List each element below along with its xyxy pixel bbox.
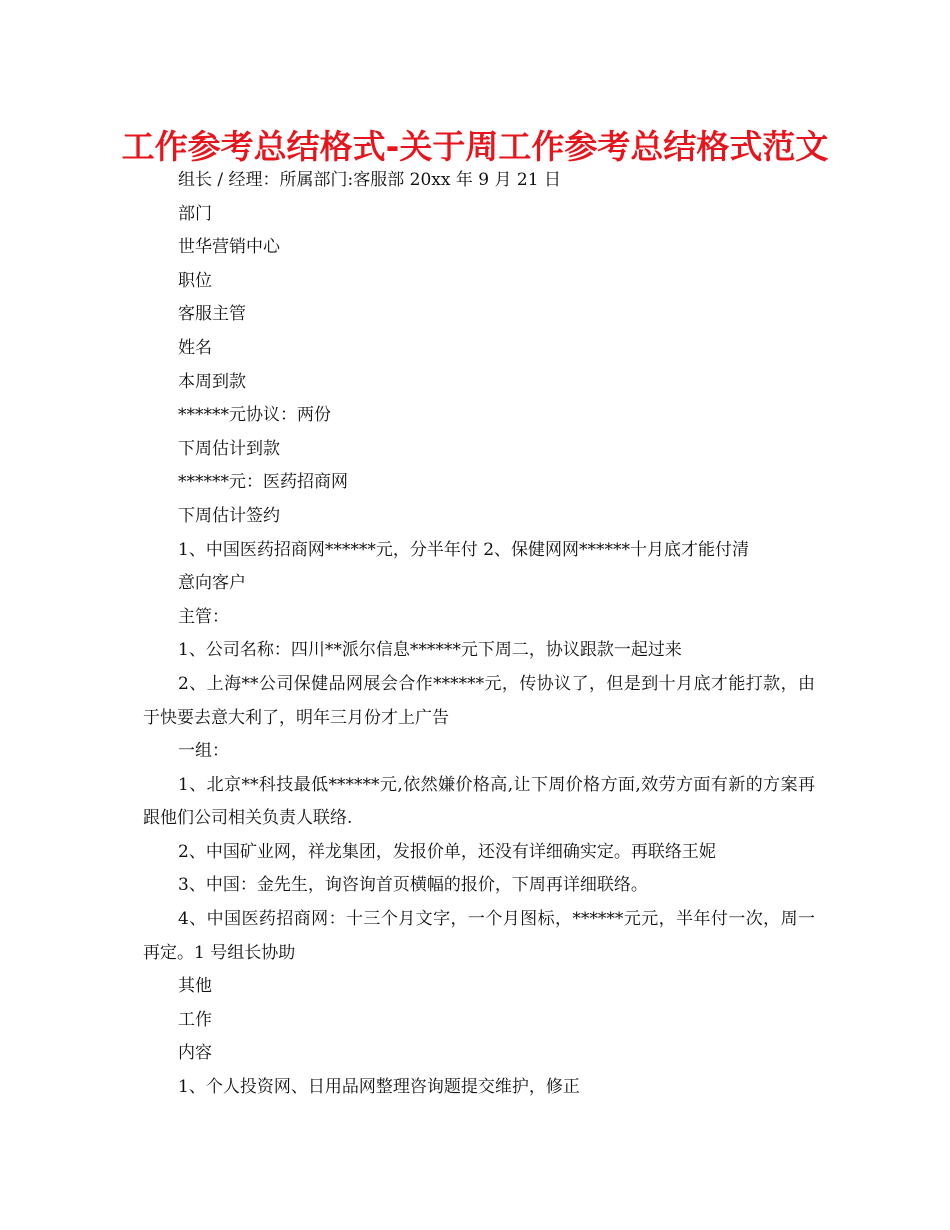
section-supervisor: 主管： — [178, 606, 229, 627]
section-group-one: 一组： — [178, 741, 229, 762]
group-item-1: 1、北京**科技最低******元,依然嫌价格高,让下周价格方面,效劳方面有新的方案再跟他们公司相关负责人联络. — [143, 774, 815, 829]
label-prospects: 意向客户 — [178, 573, 246, 594]
value-department: 世华营销中心 — [178, 237, 280, 258]
label-position: 职位 — [178, 270, 212, 291]
label-name: 姓名 — [178, 337, 212, 358]
document-body — [143, 164, 815, 1105]
value-weekly-payment: ******元协议：两份 — [178, 405, 331, 426]
label-weekly-payment: 本周到款 — [178, 371, 246, 392]
value-position: 客服主管 — [178, 304, 246, 325]
header-line: 组长 / 经理：所属部门:客服部 20xx 年 9 月 21 日 — [178, 170, 561, 190]
supervisor-item-1: 1、公司名称：四川**派尔信息******元下周二，协议跟款一起过来 — [178, 640, 682, 661]
label-next-week-payment: 下周估计到款 — [178, 438, 280, 459]
document-title: 工作参考总结格式-关于周工作参考总结格式范文 — [121, 127, 829, 166]
label-other: 其他 — [178, 976, 212, 997]
content-item-1: 1、个人投资网、日用品网整理咨询题提交维护，修正 — [178, 1077, 580, 1098]
label-work: 工作 — [178, 1009, 212, 1030]
group-item-2: 2、中国矿业网，祥龙集团，发报价单，还没有详细确实定。再联络王妮 — [178, 841, 716, 862]
label-content: 内容 — [178, 1043, 212, 1064]
group-item-4: 4、中国医药招商网：十三个月文字，一个月图标，******元元，半年付一次，周一再定。1 号组长协助 — [143, 909, 815, 963]
value-next-week-payment: ******元：医药招商网 — [178, 472, 348, 493]
group-item-3: 3、中国：金先生，询咨询首页横幅的报价，下周再详细联络。 — [178, 875, 648, 896]
label-next-week-signing: 下周估计签约 — [178, 505, 280, 526]
value-next-week-signing: 1、中国医药招商网******元，分半年付 2、保健网网******十月底才能付清 — [178, 539, 750, 560]
supervisor-item-2: 2、上海**公司保健品网展会合作******元，传协议了，但是到十月底才能打款，由于快要去意大利了，明年三月份才上广告 — [143, 673, 815, 728]
label-department: 部门 — [178, 203, 212, 224]
